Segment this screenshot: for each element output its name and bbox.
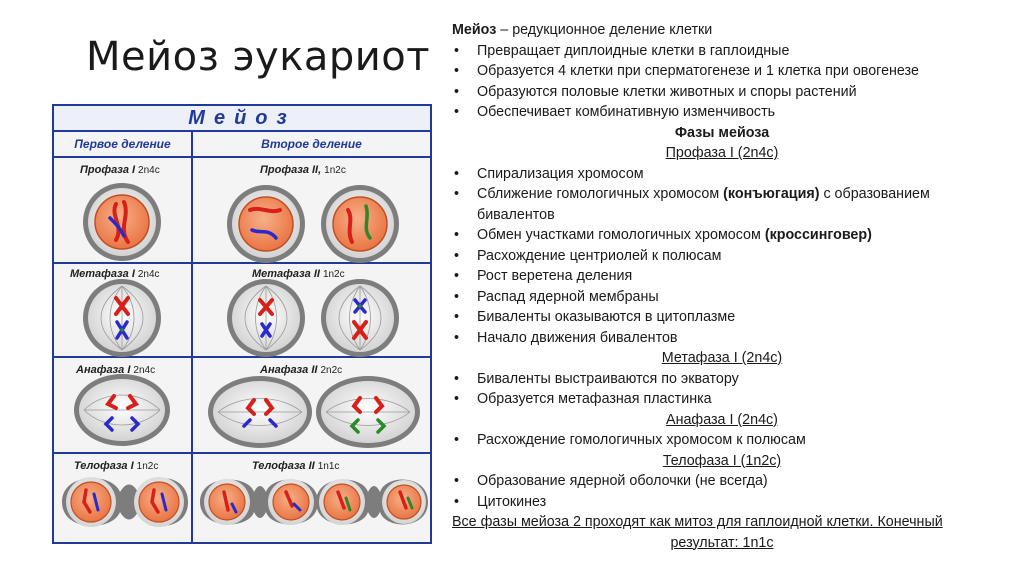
intro-term: Мейоз <box>452 22 497 38</box>
prophase-bullet: • Начало движения бивалентов <box>452 328 1012 349</box>
anaphase-heading: Анафаза I (2n4c) <box>666 411 778 428</box>
conclusion-result: результат: 1n1c <box>670 534 774 551</box>
cell-anaphase-2b <box>316 376 420 448</box>
prophase-bullet: • Сближение гомологичных хромосом (конъюгация) с образованием <box>452 184 1012 205</box>
prophase-bullet: • Расхождение центриолей к полюсам <box>452 246 1012 267</box>
phase-label-telophase-1: Телофаза I 1n2c <box>74 460 159 472</box>
slide-title: Мейоз эукариот <box>86 34 431 80</box>
cell-anaphase-2a <box>208 376 312 448</box>
intro-bullet: • Образуется 4 клетки при сперматогенезе и 1 клетка при овогенезе <box>452 61 1012 82</box>
metaphase-bullet: • Образуется метафазная пластинка <box>452 389 1012 410</box>
telophase-bullet: • Цитокинез <box>452 492 1012 513</box>
intro-bullet: • Образуются половые клетки животных и споры растений <box>452 82 1012 103</box>
telophase-heading: Телофаза I (1n2c) <box>662 452 782 469</box>
telophase-bullet: • Образование ядерной оболочки (не всегда) <box>452 471 1012 492</box>
cell-prophase-2b <box>321 185 399 263</box>
prophase-heading: Профаза I (2n4c) <box>665 145 779 161</box>
phase-label-metaphase-1: Метафаза I 2n4c <box>70 268 160 280</box>
intro-bullet: • Превращает диплоидные клетки в гаплоидные <box>452 41 1012 62</box>
cell-metaphase-2b <box>321 279 399 357</box>
meiosis-description <box>452 20 1012 553</box>
prophase-bullet: • Спирализация хромосом <box>452 164 1012 185</box>
metaphase-bullet: • Биваленты выстраиваются по экватору <box>452 369 1012 390</box>
cell-telophase-2b <box>316 479 428 525</box>
intro-bullet: • Обеспечивает комбинативную изменчивость <box>452 102 1012 123</box>
metaphase-heading: Метафаза I (2n4c) <box>661 350 783 366</box>
cell-metaphase-2a <box>227 279 305 357</box>
phase-label-prophase-2: Профаза II, 1n2c <box>260 164 346 176</box>
prophase-bullet: • Обмен участками гомологичных хромосом (кроссинговер) <box>452 225 1012 246</box>
cell-prophase-1 <box>83 183 161 261</box>
cell-prophase-2a <box>227 185 305 263</box>
phase-label-anaphase-2: Анафаза II 2n2c <box>260 364 343 376</box>
phase-label-metaphase-2: Метафаза II 1n2c <box>252 268 345 280</box>
phase-label-prophase-1: Профаза I 2n4c <box>80 164 160 176</box>
cell-telophase-1 <box>62 477 188 527</box>
prophase-bullet-continuation: бивалентов <box>477 206 555 223</box>
cell-diagrams <box>54 106 430 542</box>
phase-label-anaphase-1: Анафаза I 2n4c <box>76 364 156 376</box>
prophase-bullet: • Распад ядерной мембраны <box>452 287 1012 308</box>
prophase-bullet: • Биваленты оказываются в цитоплазме <box>452 307 1012 328</box>
conclusion-line: Все фазы мейоза 2 проходят как митоз для гаплоидной клетки. Конечный <box>452 514 943 530</box>
cell-metaphase-1 <box>83 279 161 357</box>
cell-telophase-2a <box>200 479 318 525</box>
intro-definition: – редукционное деление клетки <box>496 22 713 38</box>
anaphase-bullet: • Расхождение гомологичных хромосом к полюсам <box>452 430 1012 451</box>
phase-label-telophase-2: Телофаза II 1n1c <box>252 460 340 472</box>
intro-line <box>452 20 1012 41</box>
phases-heading: Фазы мейоза <box>674 124 770 141</box>
column-header-second-division: Второе деление <box>261 137 362 151</box>
prophase-bullet: • Рост веретена деления <box>452 266 1012 287</box>
meiosis-figure <box>52 104 432 544</box>
column-header-first-division: Первое деление <box>74 137 171 151</box>
cell-anaphase-1 <box>74 374 170 446</box>
figure-title: Мейоз <box>54 106 430 132</box>
